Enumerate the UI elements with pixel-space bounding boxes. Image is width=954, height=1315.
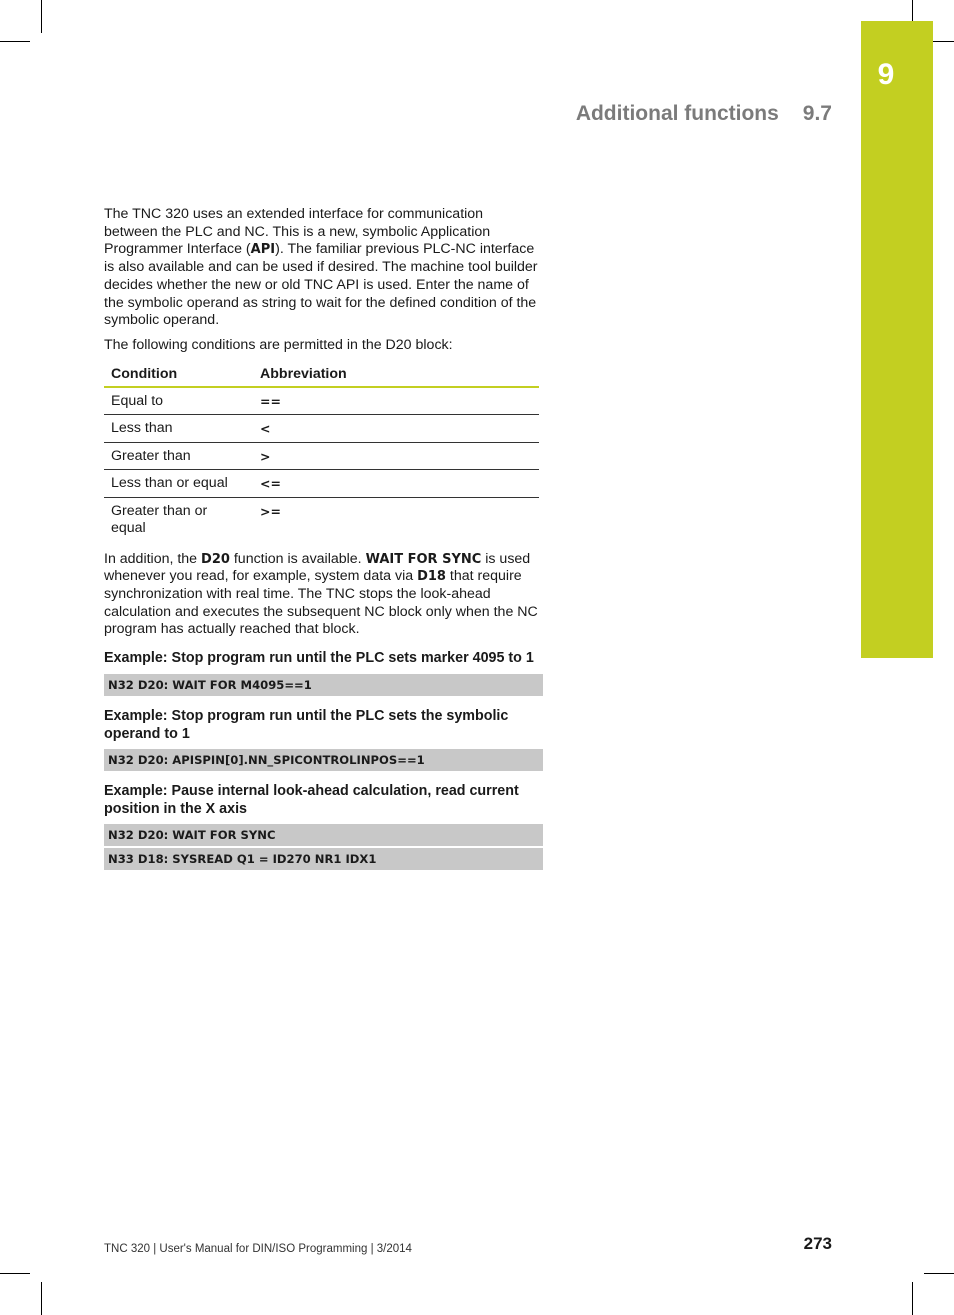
- column-header-abbreviation: Abbreviation: [253, 362, 539, 387]
- example-heading: Example: Stop program run until the PLC sets the symbolic operand to 1: [104, 708, 509, 743]
- table-row: [104, 387, 539, 415]
- sync-text: that require synchronization with real time. The TNC stops the look-ahead calculation and executes the subsequent NC block only when the NC program has actually reached that block.: [104, 568, 538, 638]
- intro-paragraph: [104, 206, 540, 330]
- condition-cell: Greater than: [104, 442, 253, 470]
- table-row: [104, 415, 539, 443]
- conditions-table: [104, 362, 539, 542]
- abbreviation-cell: >: [253, 442, 539, 470]
- column-header-condition: Condition: [104, 362, 253, 387]
- crop-mark: [41, 1282, 42, 1315]
- crop-mark: [912, 1282, 913, 1315]
- main-content: [104, 206, 544, 872]
- code-line: N33 D18: SYSREAD Q1 = ID270 NR1 IDX1: [104, 848, 543, 870]
- d18-term: D18: [417, 569, 446, 585]
- api-term: API: [250, 242, 276, 258]
- crop-mark: [0, 41, 30, 42]
- sync-text: function is available.: [229, 550, 366, 567]
- running-title-text: Additional functions: [575, 102, 779, 125]
- sync-paragraph: [104, 551, 540, 640]
- crop-mark: [41, 0, 42, 33]
- intro-text: The TNC 320 uses an extended interface for communication between the PLC and NC. This is a new, symbolic Application Programmer Interface (: [104, 206, 491, 258]
- crop-mark: [912, 0, 913, 22]
- crop-mark: [0, 1273, 30, 1274]
- code-line: N32 D20: APISPIN[0].NN_SPICONTROLINPOS==1: [104, 749, 543, 771]
- table-row: [104, 497, 539, 542]
- condition-cell: Less than or equal: [104, 470, 253, 498]
- conditions-intro: The following conditions are permitted in the D20 block:: [104, 336, 453, 353]
- d20-term: D20: [201, 551, 230, 567]
- example-heading: Example: Pause internal look-ahead calculation, read current position in the X axis: [104, 783, 519, 818]
- wait-for-sync-term: WAIT FOR SYNC: [365, 551, 482, 567]
- table-row: [104, 442, 539, 470]
- abbreviation-cell: <: [253, 415, 539, 443]
- abbreviation-cell: <=: [253, 470, 539, 498]
- page-number: 273: [803, 1234, 832, 1253]
- sync-text: In addition, the: [104, 550, 202, 567]
- code-line: N32 D20: WAIT FOR SYNC: [104, 824, 543, 846]
- condition-cell: Less than: [104, 415, 253, 443]
- sync-text: is used whenever you read, for example, system data via: [104, 550, 531, 585]
- example-heading: Example: Stop program run until the PLC sets marker 4095 to 1: [104, 650, 534, 667]
- abbreviation-cell: >=: [260, 503, 281, 519]
- condition-cell: Equal to: [104, 387, 253, 415]
- footer-text: TNC 320 | User's Manual for DIN/ISO Programming | 3/2014: [104, 1243, 412, 1255]
- chapter-tab: [861, 21, 933, 658]
- intro-text: ). The familiar previous PLC-NC interface is also available and can be used if desired. The machine tool builder decides whether the new or old TNC API is used. Enter the name of the symbolic operand as string to wait for the defined condition of the symbolic operand.: [104, 241, 538, 329]
- condition-cell: Greater than or equal: [111, 502, 208, 537]
- table-row: [104, 470, 539, 498]
- section-number: 9.7: [802, 102, 832, 125]
- crop-mark: [924, 1273, 954, 1274]
- running-title: [560, 102, 832, 126]
- table-header-row: [104, 362, 539, 387]
- abbreviation-cell: ==: [253, 387, 539, 415]
- chapter-number: 9: [877, 58, 895, 91]
- code-line: N32 D20: WAIT FOR M4095==1: [104, 674, 543, 696]
